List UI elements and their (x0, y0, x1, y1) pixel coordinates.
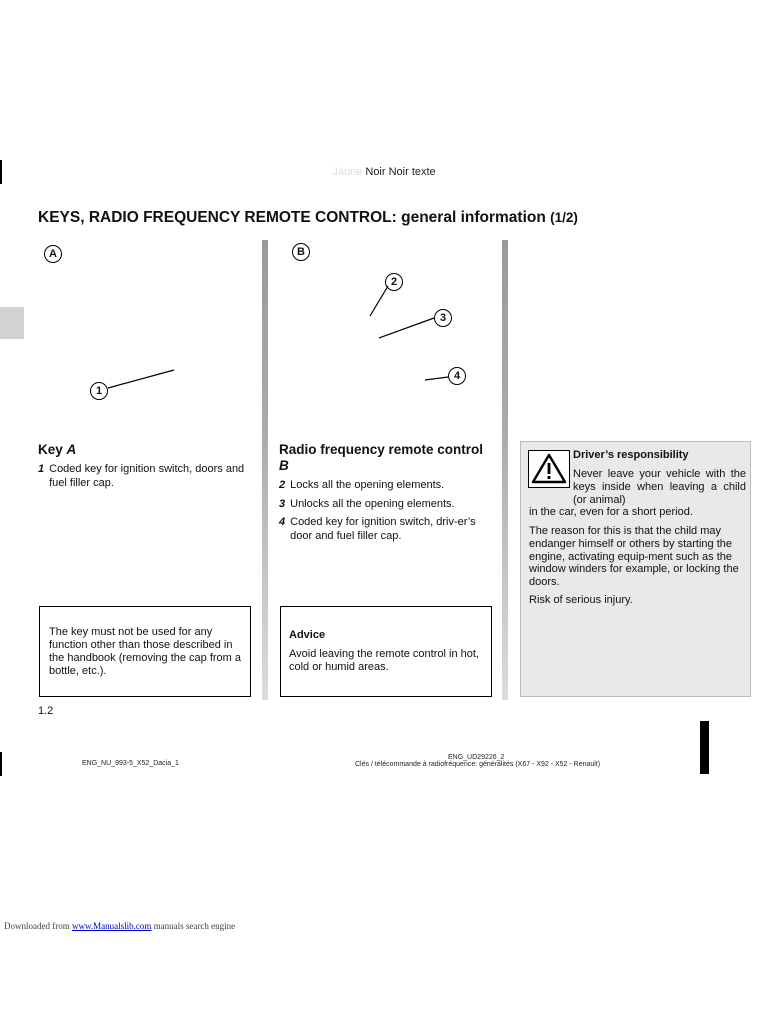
warning-box (520, 441, 751, 697)
item-number: 1 (38, 463, 45, 475)
color-tag-jaune: Jaune (332, 166, 363, 178)
figure-label-b: B (292, 243, 310, 261)
remote-heading-text: Radio frequency remote control (279, 442, 484, 457)
page-title-main: KEYS, RADIO FREQUENCY REMOTE CONTROL: general information (38, 209, 546, 226)
list-item (279, 516, 494, 543)
remote-section (279, 442, 494, 543)
page-number: 1.2 (38, 705, 54, 717)
download-prefix: Downloaded from (4, 921, 70, 931)
item-text: Coded key for ignition switch, driv-er’s door and fuel filler cap. (290, 516, 476, 542)
footer-code-right-desc: Clés / télécommande à radiofréquence: généralités (X67 - X92 - X52 - Renault) (355, 761, 601, 768)
footer-code-right: ENG_UD29226_2 (448, 754, 505, 761)
figure-label-a: A (44, 245, 62, 263)
warning-icon-frame (528, 450, 570, 488)
manualslib-link[interactable]: www.Manualslib.com (71, 921, 152, 931)
key-heading-text: Key (38, 442, 63, 457)
color-tag-noir: Noir Noir texte (365, 166, 436, 178)
key-note-box (39, 606, 251, 697)
key-section (38, 442, 254, 490)
key-heading (38, 442, 254, 458)
advice-title: Advice (289, 629, 326, 641)
remote-heading (279, 442, 494, 474)
download-footer (4, 921, 235, 931)
footer-code-left: ENG_NU_993-5_X52_Dacia_1 (82, 760, 179, 767)
warning-para-2: The reason for this is that the child may endanger himself or others by starting the engine, activating equip-ment such as the window winders for example, or locking the doors. (529, 525, 739, 589)
callout-4: 4 (448, 367, 466, 385)
item-number: 2 (279, 479, 286, 491)
item-text: Unlocks all the opening elements. (290, 497, 455, 510)
item-text: Coded key for ignition switch, doors and fuel filler cap. (49, 463, 245, 489)
list-item (279, 479, 494, 493)
warning-triangle-icon (529, 451, 569, 487)
key-heading-letter: A (66, 442, 77, 457)
item-number: 3 (279, 497, 286, 510)
key-note-text: The key must not be used for any function other than those described in the handbook (removing the cap from a bottle, etc.). (49, 626, 242, 677)
remote-heading-letter: B (279, 458, 289, 473)
warning-title: Driver’s responsibility (573, 449, 689, 461)
list-item (279, 498, 494, 512)
callout-1: 1 (90, 382, 108, 400)
item-number: 4 (279, 516, 286, 528)
list-item (38, 463, 254, 490)
advice-text: Avoid leaving the remote control in hot, cold or humid areas. (289, 648, 479, 673)
warning-para-1b: in the car, even for a short period. (529, 506, 693, 518)
page-title-part: (1/2) (550, 210, 578, 225)
download-suffix: manuals search engine (153, 921, 236, 931)
callout-2: 2 (385, 273, 403, 291)
item-text: Locks all the opening elements. (290, 479, 445, 491)
crop-bar-right (700, 721, 709, 774)
advice-box (280, 606, 492, 697)
callout-3: 3 (434, 309, 452, 327)
warning-para-3: Risk of serious injury. (529, 594, 633, 606)
warning-para-1a: Never leave your vehicle with the keys inside when leaving a child (or animal) (573, 468, 746, 506)
